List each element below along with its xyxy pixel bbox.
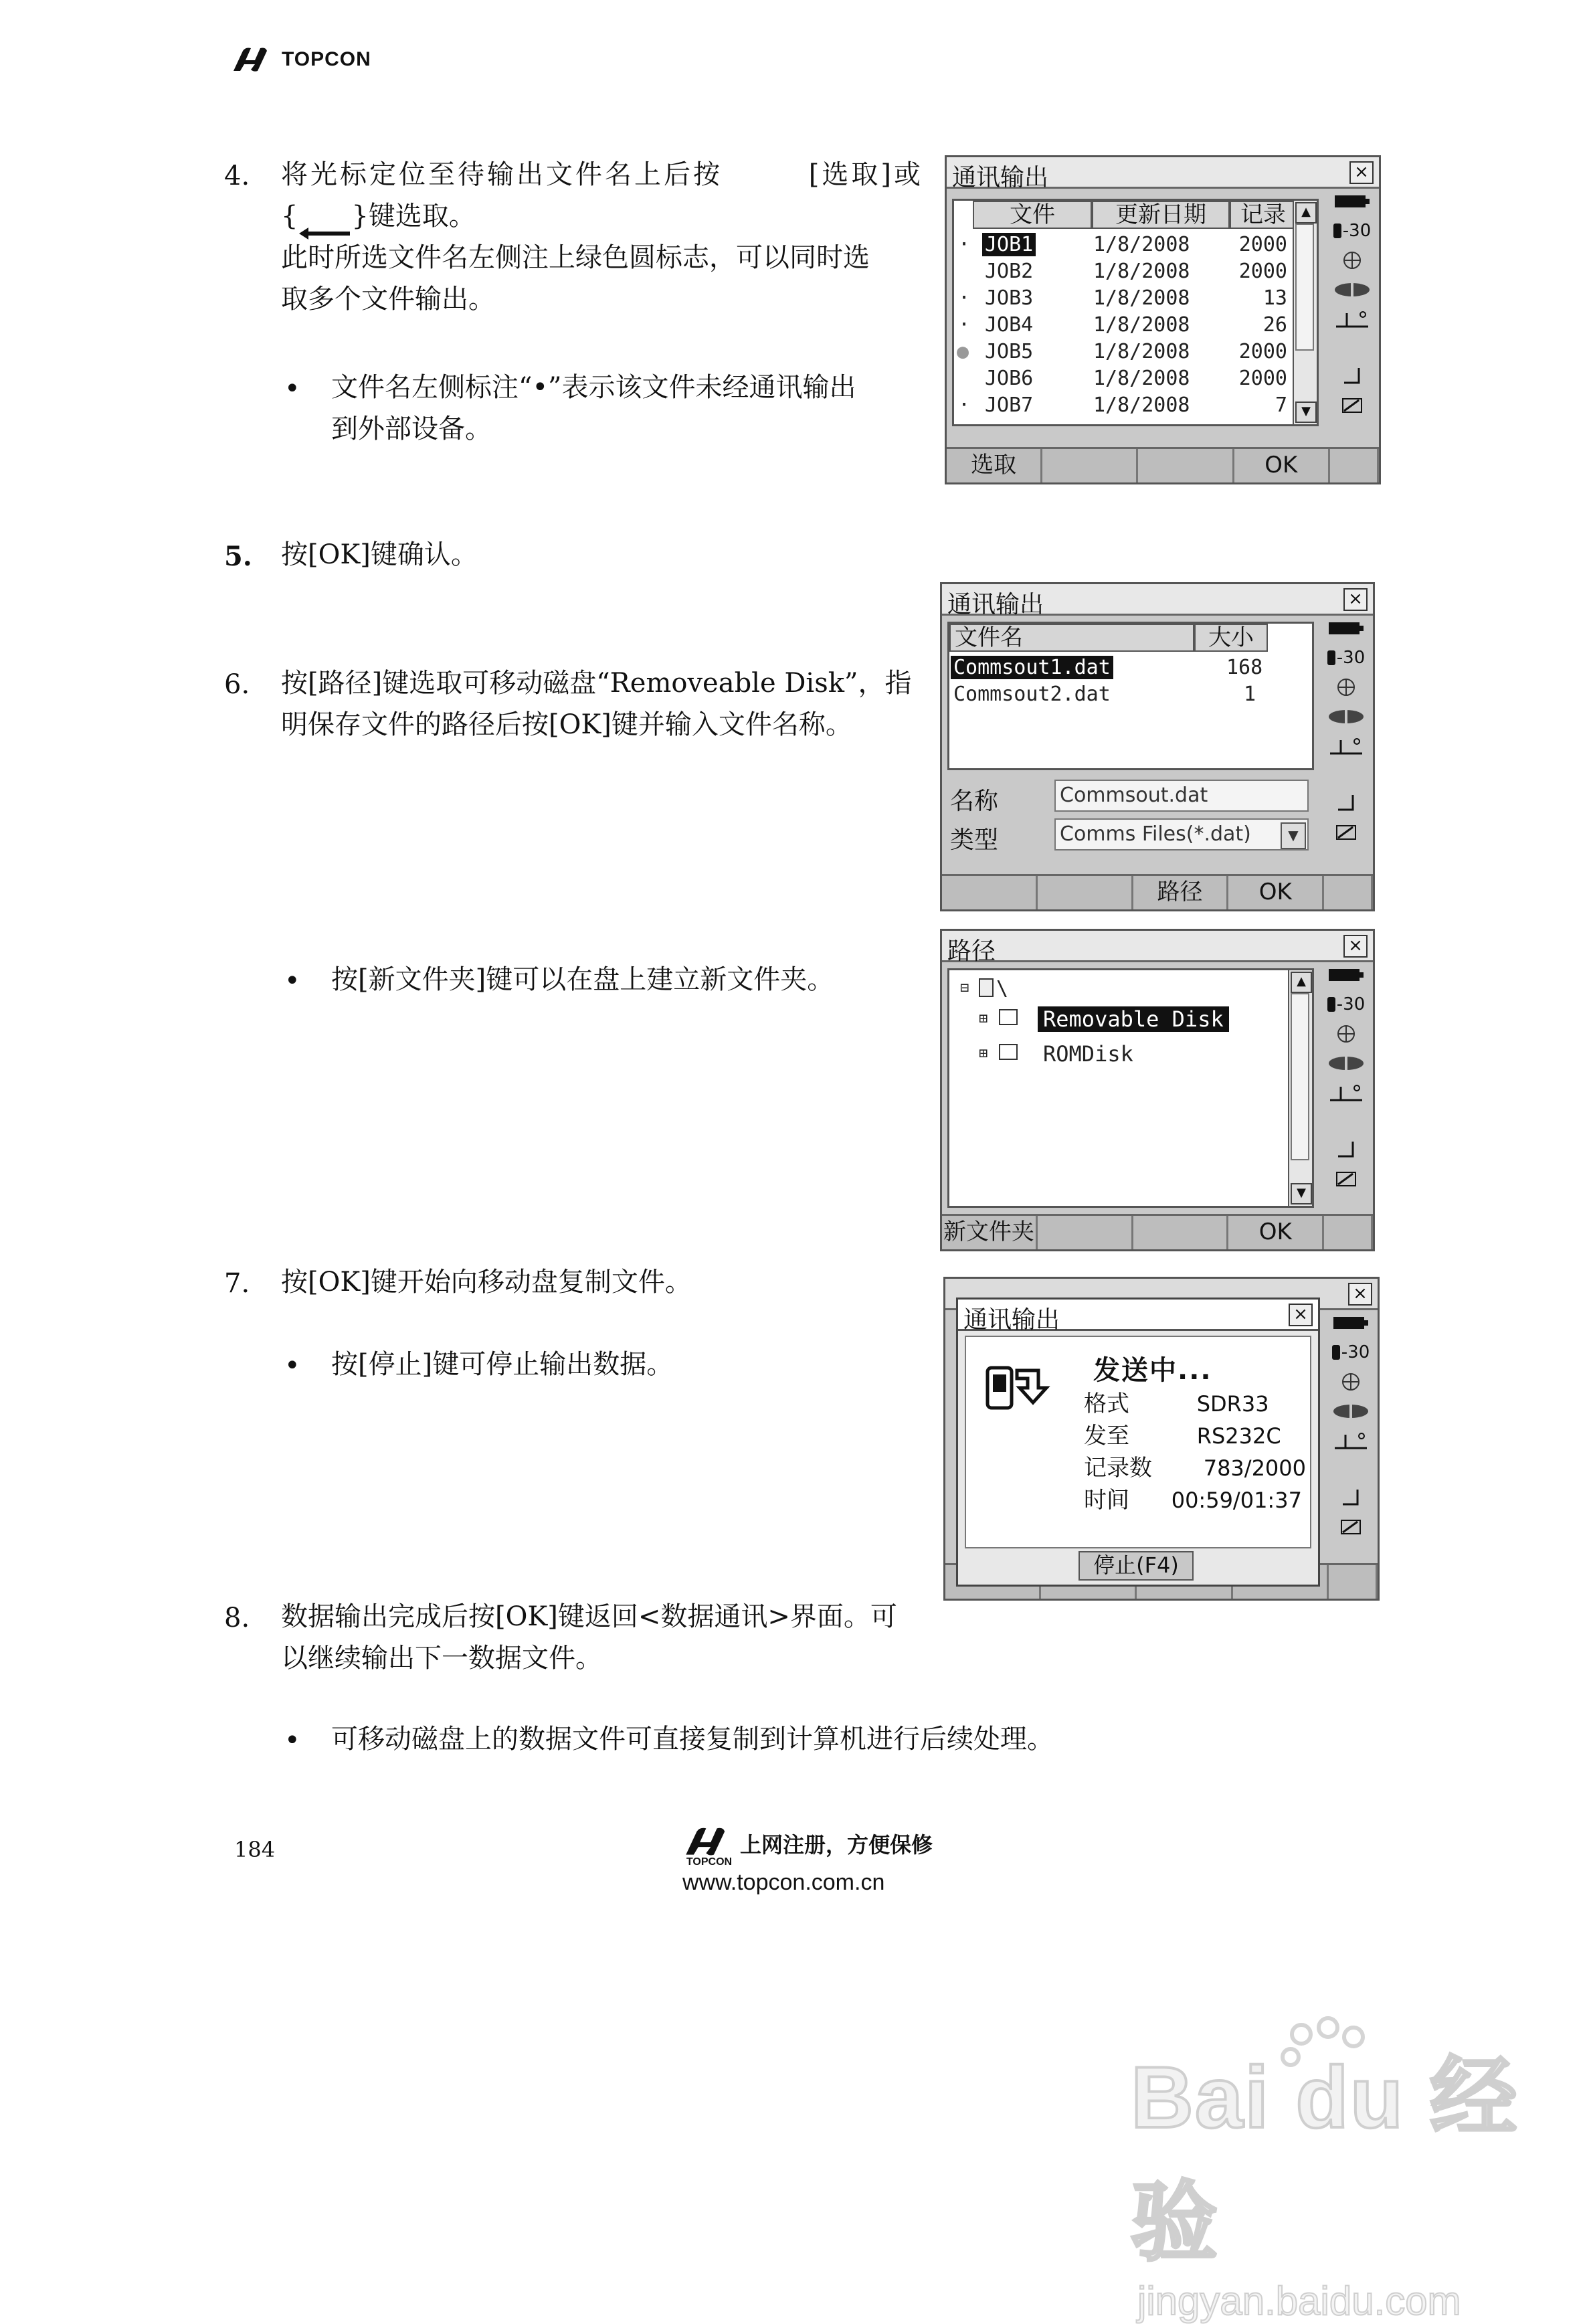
target-icon xyxy=(1326,678,1366,697)
root-label: \ xyxy=(996,977,1009,1000)
status-icons xyxy=(1323,966,1369,1188)
bullet-2-mark: • xyxy=(284,966,300,996)
bullet-4-text: 可移动磁盘上的数据文件可直接复制到计算机进行后续处理。 xyxy=(331,1724,1054,1755)
folder-tree xyxy=(947,968,1314,1208)
footer-slogan: 上网注册，方便保修 xyxy=(740,1833,933,1857)
format-value: SDR33 xyxy=(1196,1391,1269,1417)
step-5-text: 按[OK]键确认。 xyxy=(281,539,478,570)
file-name: JOB6 xyxy=(985,367,1034,390)
step-4-text xyxy=(281,154,923,320)
scroll-down-icon[interactable]: ▼ xyxy=(1295,401,1317,423)
screen-comms-output-file-list xyxy=(945,155,1381,484)
col-size[interactable]: 大小 xyxy=(1194,624,1268,652)
list-item[interactable] xyxy=(954,364,1317,391)
file-date: 1/8/2008 xyxy=(1093,233,1190,256)
watermark-url: jingyan.baidu.com xyxy=(1137,2278,1461,2323)
tilt-value: -30 xyxy=(1341,1342,1370,1362)
ok-button[interactable]: OK xyxy=(1228,1216,1324,1249)
bullet-3-mark: • xyxy=(284,1350,300,1381)
prism-icon xyxy=(1332,280,1372,299)
tilt-icon xyxy=(1331,1343,1371,1362)
topcon-header-logo xyxy=(231,47,371,72)
file-name: JOB4 xyxy=(985,313,1034,337)
topcon-logo-icon xyxy=(231,47,276,72)
prism-icon xyxy=(1326,1054,1366,1073)
step-7-text: 按[OK]键开始向移动盘复制文件。 xyxy=(281,1267,692,1298)
col-update-date[interactable]: 更新日期 xyxy=(1092,201,1230,229)
close-button[interactable]: × xyxy=(1343,935,1368,958)
file-date: 1/8/2008 xyxy=(1093,260,1190,283)
softkey-bar xyxy=(942,1214,1373,1249)
type-label: 类型 xyxy=(950,826,999,854)
footer-logo-block xyxy=(682,1827,933,1896)
input-mode-icon xyxy=(1331,1517,1371,1536)
bullet-1-line-1: 文件名左侧标注“•”表示该文件未经通讯输出 xyxy=(331,372,856,403)
file-records: 26 xyxy=(1262,313,1287,337)
scroll-up-icon[interactable]: ▲ xyxy=(1295,202,1317,224)
file-name-input[interactable]: Commsout.dat xyxy=(1054,780,1309,812)
bullet-2-text: 按[新文件夹]键可以在盘上建立新文件夹。 xyxy=(331,964,834,995)
tree-item-label: ROMDisk xyxy=(1043,1041,1133,1067)
file-name: Commsout1.dat xyxy=(951,656,1113,679)
folder-icon xyxy=(999,1044,1018,1060)
outer-close-button[interactable]: × xyxy=(1348,1283,1372,1306)
col-records[interactable]: 记录 xyxy=(1230,201,1297,229)
list-item[interactable] xyxy=(954,230,1317,257)
step-6-number: 6. xyxy=(224,669,250,700)
scrollbar[interactable] xyxy=(1288,970,1312,1206)
status-icons xyxy=(1329,192,1375,414)
tree-root[interactable] xyxy=(949,974,1312,1001)
page-number: 184 xyxy=(234,1837,276,1862)
battery-icon xyxy=(1326,619,1366,638)
prism-icon xyxy=(1326,707,1366,726)
dialog-title: 通讯输出 xyxy=(963,1306,1060,1334)
title-bar xyxy=(947,157,1379,189)
enter-key-icon xyxy=(298,211,351,225)
step-6-text xyxy=(281,662,923,745)
elapsed-time-value: 00:59/01:37 xyxy=(1171,1488,1302,1513)
list-item[interactable] xyxy=(954,310,1317,337)
bullet-1-line-2: 到外部设备。 xyxy=(331,414,492,444)
signal-icon xyxy=(1332,366,1372,385)
list-item[interactable] xyxy=(954,391,1317,418)
scroll-thumb[interactable] xyxy=(1295,224,1314,351)
tilt-value: -30 xyxy=(1342,221,1372,241)
list-item[interactable] xyxy=(954,284,1317,310)
time-label: 时间 xyxy=(1084,1487,1129,1514)
laser-icon xyxy=(1326,1083,1366,1102)
step-5-number: 5. xyxy=(224,541,252,572)
screen-path-select xyxy=(940,929,1375,1251)
step-6-line-1: 按[路径]键选取可移动磁盘“Removeable Disk”，指 xyxy=(281,668,912,699)
file-size: 168 xyxy=(1226,656,1263,679)
path-button[interactable]: 路径 xyxy=(1133,876,1229,909)
signal-icon xyxy=(1326,793,1366,812)
watermark-text: Bai du 经验 xyxy=(1131,2048,1519,2271)
col-file[interactable]: 文件 xyxy=(973,201,1092,229)
expand-icon[interactable]: ⊞ xyxy=(979,1045,988,1062)
status-icons xyxy=(1323,619,1369,841)
tilt-value: -30 xyxy=(1336,994,1366,1014)
step-8-line-2: 以继续输出下一数据文件。 xyxy=(281,1643,602,1674)
tree-item-romdisk[interactable] xyxy=(949,1040,1312,1067)
tree-item-removable-disk[interactable] xyxy=(949,1005,1312,1032)
step-4-line-4: 取多个文件输出。 xyxy=(281,284,495,315)
window-title: 路径 xyxy=(947,937,996,965)
softkey-f3[interactable] xyxy=(1138,449,1234,482)
file-list xyxy=(952,199,1319,426)
file-date: 1/8/2008 xyxy=(1093,393,1190,417)
file-date: 1/8/2008 xyxy=(1093,286,1190,310)
file-size: 1 xyxy=(1244,683,1256,706)
file-date: 1/8/2008 xyxy=(1093,340,1190,363)
col-file-name[interactable]: 文件名 xyxy=(949,624,1194,652)
unsent-mark: · xyxy=(958,313,971,337)
battery-icon xyxy=(1332,192,1372,211)
dialog-title-bar xyxy=(958,1300,1318,1334)
sending-dialog xyxy=(956,1298,1320,1587)
file-name: Commsout2.dat xyxy=(953,683,1111,706)
file-name: JOB5 xyxy=(985,340,1034,363)
file-type-select[interactable] xyxy=(1054,818,1309,851)
unsent-mark: · xyxy=(958,393,971,417)
step-8-text xyxy=(281,1596,923,1679)
signal-icon xyxy=(1331,1488,1371,1506)
new-folder-button[interactable]: 新文件夹 xyxy=(942,1216,1038,1249)
dialog-body xyxy=(965,1336,1311,1548)
window-title: 通讯输出 xyxy=(952,164,1049,191)
list-item[interactable] xyxy=(949,653,1312,680)
bullet-1-text xyxy=(331,367,920,450)
file-records: 2000 xyxy=(1238,367,1287,390)
dialog-close-button[interactable]: × xyxy=(1289,1304,1313,1326)
laser-icon xyxy=(1326,737,1366,755)
footer-url[interactable]: www.topcon.com.cn xyxy=(682,1870,885,1895)
scroll-down-icon[interactable]: ▼ xyxy=(1291,1183,1312,1204)
file-name: JOB2 xyxy=(985,260,1034,283)
file-records: 2000 xyxy=(1238,260,1287,283)
step-4-line-3: 此时所选文件名左侧注上绿色圆标志，可以同时选 xyxy=(281,242,870,273)
file-date: 1/8/2008 xyxy=(1093,313,1190,337)
select-button[interactable]: 选取 xyxy=(947,449,1042,482)
name-label: 名称 xyxy=(950,788,999,815)
file-type-value: Comms Files(*.dat) xyxy=(1060,822,1251,846)
screen-comms-output-save xyxy=(940,582,1375,911)
target-icon xyxy=(1326,1024,1366,1043)
sending-status: 发送中... xyxy=(1093,1355,1212,1386)
battery-icon xyxy=(1326,966,1366,984)
title-bar xyxy=(942,584,1373,616)
input-mode-icon xyxy=(1326,822,1366,841)
softkey-bar xyxy=(947,447,1379,482)
status-icons xyxy=(1328,1314,1374,1536)
format-label: 格式 xyxy=(1084,1391,1129,1417)
record-count-value: 783/2000 xyxy=(1203,1455,1306,1481)
tilt-icon xyxy=(1332,221,1372,240)
step-4-line-1b: [选取]或 xyxy=(808,159,923,190)
list-item[interactable] xyxy=(954,257,1317,284)
footer-logo xyxy=(682,1827,736,1868)
scroll-up-icon[interactable]: ▲ xyxy=(1291,972,1312,993)
laser-icon xyxy=(1332,310,1372,329)
destination-value: RS232C xyxy=(1196,1423,1281,1449)
status-values xyxy=(1172,1388,1306,1516)
paw-icon xyxy=(1275,2014,1375,2094)
step-8-number: 8. xyxy=(224,1603,250,1633)
dropdown-arrow-icon[interactable]: ▼ xyxy=(1281,822,1306,849)
screen-sending-progress xyxy=(943,1277,1380,1601)
destination-label: 发至 xyxy=(1084,1423,1129,1449)
selected-circle-icon: ● xyxy=(957,340,969,363)
file-records: 2000 xyxy=(1238,233,1287,256)
expand-icon[interactable]: ⊞ xyxy=(979,1010,988,1027)
file-list xyxy=(947,622,1314,770)
softkey-extra[interactable] xyxy=(1329,1565,1378,1599)
softkey-f3[interactable] xyxy=(1133,1216,1229,1249)
target-icon xyxy=(1332,251,1372,270)
unsent-mark: · xyxy=(958,233,971,256)
collapse-icon[interactable]: ⊟ xyxy=(960,980,969,996)
tilt-value: -30 xyxy=(1336,648,1366,668)
file-records: 7 xyxy=(1275,393,1287,417)
step-6-line-2: 明保存文件的路径后按[OK]键并输入文件名称。 xyxy=(281,709,852,740)
scroll-thumb[interactable] xyxy=(1291,993,1309,1160)
baidu-watermark xyxy=(1131,2028,1593,2324)
close-button[interactable]: × xyxy=(1349,161,1374,184)
status-labels xyxy=(1084,1388,1152,1516)
step-4-line-1: 将光标定位至待输出文件名上后按 xyxy=(281,159,723,190)
stop-button[interactable]: 停止(F4) xyxy=(1079,1551,1194,1581)
prism-icon xyxy=(1331,1402,1371,1421)
softkey-f2[interactable] xyxy=(1038,1216,1133,1249)
file-name: JOB3 xyxy=(985,286,1034,310)
softkey-f2[interactable] xyxy=(1038,876,1133,909)
softkey-extra[interactable] xyxy=(1324,1216,1373,1249)
step-4-number: 4. xyxy=(224,161,250,191)
step-7-number: 7. xyxy=(224,1268,250,1299)
title-bar xyxy=(942,931,1373,965)
tilt-icon xyxy=(1326,995,1366,1014)
list-item[interactable] xyxy=(949,680,1312,707)
footer-brand: TOPCON xyxy=(686,1856,733,1868)
device-icon xyxy=(979,978,994,997)
bullet-1-mark: • xyxy=(284,373,300,404)
folder-icon xyxy=(999,1009,1018,1025)
file-records: 2000 xyxy=(1238,340,1287,363)
unsent-mark: · xyxy=(958,286,971,310)
record-count-label: 记录数 xyxy=(1084,1455,1152,1482)
transfer-icon xyxy=(985,1361,1052,1415)
tree-item-label: Removable Disk xyxy=(1038,1006,1229,1032)
softkey-extra[interactable] xyxy=(1324,876,1373,909)
file-records: 13 xyxy=(1262,286,1287,310)
file-date: 1/8/2008 xyxy=(1093,367,1190,390)
ok-button[interactable]: OK xyxy=(1228,876,1324,909)
topcon-wordmark: TOPCON xyxy=(282,48,371,70)
softkey-bar xyxy=(942,874,1373,909)
bullet-3-text: 按[停止]键可停止输出数据。 xyxy=(331,1349,674,1380)
signal-icon xyxy=(1326,1140,1366,1158)
close-button[interactable]: × xyxy=(1343,588,1368,611)
input-mode-icon xyxy=(1332,395,1372,414)
softkey-f1[interactable] xyxy=(942,876,1038,909)
ok-button[interactable]: OK xyxy=(1234,449,1330,482)
tilt-icon xyxy=(1326,648,1366,667)
list-item[interactable] xyxy=(954,337,1317,364)
battery-icon xyxy=(1331,1314,1371,1332)
scrollbar[interactable] xyxy=(1293,201,1317,424)
softkey-extra[interactable] xyxy=(1330,449,1379,482)
bullet-4-mark: • xyxy=(284,1725,300,1756)
step-4-brace-open: { xyxy=(281,201,298,232)
target-icon xyxy=(1331,1372,1371,1391)
laser-icon xyxy=(1331,1431,1371,1450)
step-8-line-1: 数据输出完成后按[OK]键返回<数据通讯>界面。可 xyxy=(281,1601,897,1632)
file-name: JOB7 xyxy=(985,393,1034,417)
input-mode-icon xyxy=(1326,1169,1366,1188)
step-4-line-2: }键选取。 xyxy=(351,201,476,232)
window-title: 通讯输出 xyxy=(947,591,1044,618)
file-name: JOB1 xyxy=(982,233,1036,256)
softkey-f2[interactable] xyxy=(1042,449,1138,482)
topcon-logo-icon xyxy=(682,1827,736,1856)
